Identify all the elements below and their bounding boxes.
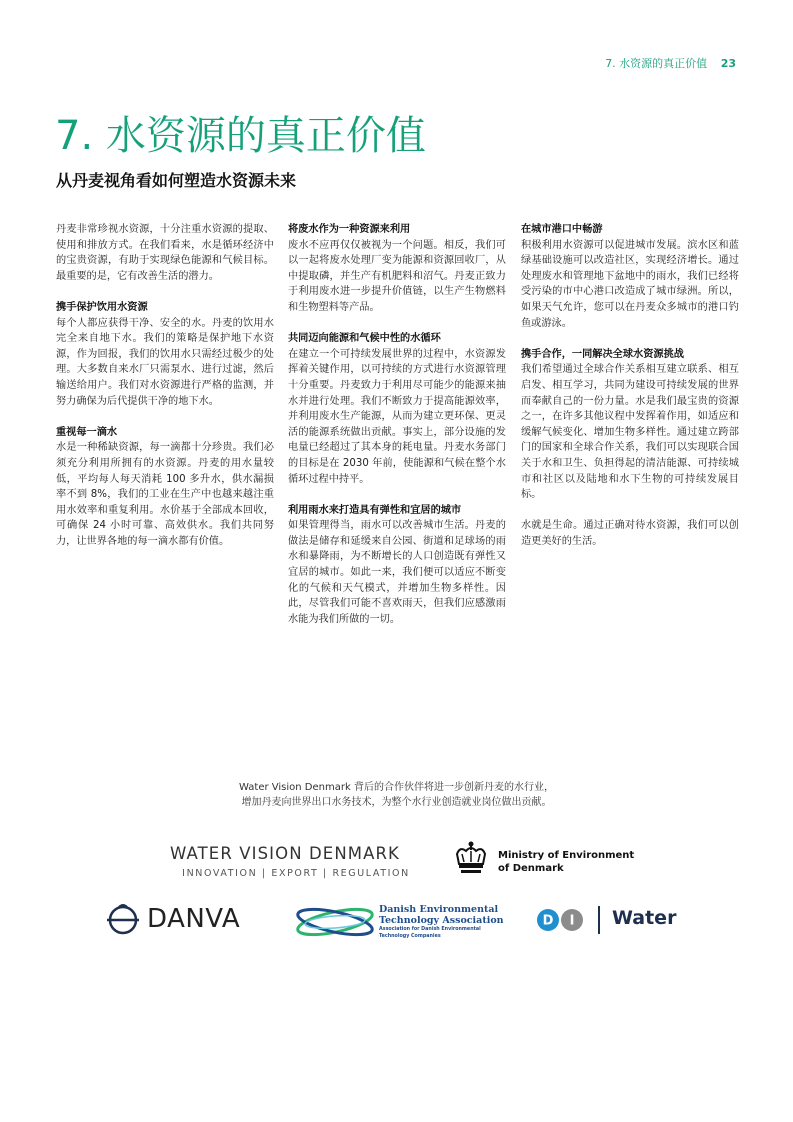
section-heading: 重视每一滴水 (56, 426, 118, 438)
water-vision-denmark-logo (170, 844, 422, 879)
section-body: 在建立一个可持续发展世界的过程中，水资源发挥着关键作用，以可持续的方式进行水资源管理十分重要。丹麦致力于利用尽可能少的能源来抽水并进行处理。我们不断致力于提高能源效率，并利用废水生产能源，从而为建立更环保、更灵活的能源系统做出贡献。事实上，部分设施的发电量已经超过了其本身的耗电量。丹麦水务部门的目标是在 2030 年前，使能源和气候在整个水循环过程中持平。 (288, 348, 506, 485)
danva-name: DANVA (147, 904, 241, 934)
column-1 (56, 222, 274, 565)
page-number: 23 (720, 57, 736, 70)
deta-line-1: Danish Environmental (379, 904, 499, 915)
partners-line-2: 增加丹麦向世界出口水务技术，为整个水行业创造就业岗位做出贡献。 (241, 797, 552, 808)
section-rainwater (288, 503, 506, 628)
partners-statement (0, 780, 793, 810)
wvd-logo-tagline: INNOVATION | EXPORT | REGULATION (182, 868, 410, 879)
ministry-line-1: Ministry of Environment (498, 850, 635, 861)
section-drinking-water (56, 300, 274, 409)
di-letter-i: I (569, 913, 575, 929)
di-water-name: Water (612, 907, 677, 929)
wvd-logo-name: WATER VISION DENMARK (170, 844, 400, 863)
running-head (605, 55, 736, 71)
section-energy-neutral (288, 331, 506, 487)
column-2 (288, 222, 506, 643)
partners-line-1: Water Vision Denmark 背后的合作伙伴将进一步创新丹麦的水行业， (239, 782, 554, 793)
section-heading: 利用雨水来打造具有弹性和宜居的城市 (288, 504, 462, 516)
page-subtitle: 从丹麦视角看如何塑造水资源未来 (56, 171, 297, 190)
section-heading: 携手合作，一同解决全球水资源挑战 (521, 348, 684, 360)
intro-paragraph: 丹麦非常珍视水资源，十分注重水资源的提取、使用和排放方式。在我们看来，水是循环经济中的宝贵资源，有助于实现绿色能源和气候目标。最重要的是，它有改善生活的潜力。 (56, 224, 274, 282)
deta-sub-2: Technology Companies (379, 934, 441, 939)
section-every-drop (56, 425, 274, 550)
section-heading: 将废水作为一种资源来利用 (288, 224, 411, 235)
section-body: 每个人都应获得干净、安全的水。丹麦的饮用水完全来自地下水。我们的策略是保护地下水资源，作为回报，我们的饮用水只需经过极少的处理。大多数自来水厂只需泵水、进行过滤，然后输送给用户。我们对水资源进行严格的监测，并努力确保为后代提供干净的地下水。 (56, 317, 274, 407)
section-body: 废水不应再仅仅被视为一个问题。相反，我们可以一起将废水处理厂变为能源和资源回收厂，从中提取磷，并生产有机肥料和沼气。丹麦正致力于利用废水进一步提升价值链，以生产生物燃料和生物塑料等产品。 (288, 239, 506, 313)
ministry-line-2: of Denmark (498, 863, 564, 874)
ministry-name (498, 849, 634, 875)
crown-icon (452, 840, 490, 876)
running-head-title: 7. 水资源的真正价值 (605, 57, 708, 70)
di-circles-icon (536, 905, 606, 935)
closing-paragraph: 水就是生命。通过正确对待水资源，我们可以创造更美好的生活。 (521, 520, 739, 547)
deta-line-2: Technology Association (379, 915, 504, 926)
section-wastewater (288, 222, 506, 316)
section-harbour (521, 222, 739, 331)
section-body: 积极利用水资源可以促进城市发展。滨水区和蓝绿基础设施可以改造社区，实现经济增长。通过处理废水和管理地下盆地中的雨水，我们已经将受污染的市中心港口改造成了城市绿洲。所以，如果天气允许，您可以在丹麦众多城市的港口钓鱼或游泳。 (521, 239, 739, 329)
section-body: 我们希望通过全球合作关系相互建立联系、相互启发、相互学习，共同为建设可持续发展的世界而奉献自己的一份力量。水是我们最宝贵的资源之一，在许多其他议程中发挥着作用，如适应和缓解气候变化、增加生物多样性。通过建立跨部门的国家和全球合作关系，我们可以实现联合国关于水和卫生、负担得起的清洁能源、可持续城市和社区以及陆地和水下生物的可持续发展目标。 (521, 364, 739, 501)
section-heading: 在城市港口中畅游 (521, 224, 603, 235)
di-letter-d: D (542, 913, 554, 929)
page-title: 7. 水资源的真正价值 (55, 113, 426, 159)
section-heading: 携手保护饮用水资源 (56, 301, 148, 313)
deta-swirl-icon (293, 902, 377, 942)
section-body: 如果管理得当，雨水可以改善城市生活。丹麦的做法是储存和延缓来自公园、街道和足球场的雨水和暴降雨，为不断增长的人口创造既有弹性又宜居的城市。如此一来，我们便可以适应不断变化的气候和天气模式，并增加生物多样性。因此，尽管我们可能不喜欢雨天，但我们应感激雨水能为我们所做的一切。 (288, 520, 506, 625)
section-heading: 共同迈向能源和气候中性的水循环 (288, 333, 441, 345)
column-3 (521, 222, 739, 565)
deta-name (379, 904, 529, 940)
section-global-challenges (521, 347, 739, 503)
section-body: 水是一种稀缺资源，每一滴都十分珍贵。我们必须充分利用所拥有的水资源。丹麦的用水量较低，平均每人每天消耗 100 多升水，供水漏损率不到 8%，我们的工业在生产中也越来越注重用水效率和重复利用。水价基于全部成本回收，可确保 24 小时可靠、高效供水。我们共同努力，让世界各地的每一滴水都有价值。 (56, 442, 274, 547)
danva-drop-icon (105, 904, 141, 936)
deta-sub-1: Association for Danish Environmental (379, 927, 481, 932)
